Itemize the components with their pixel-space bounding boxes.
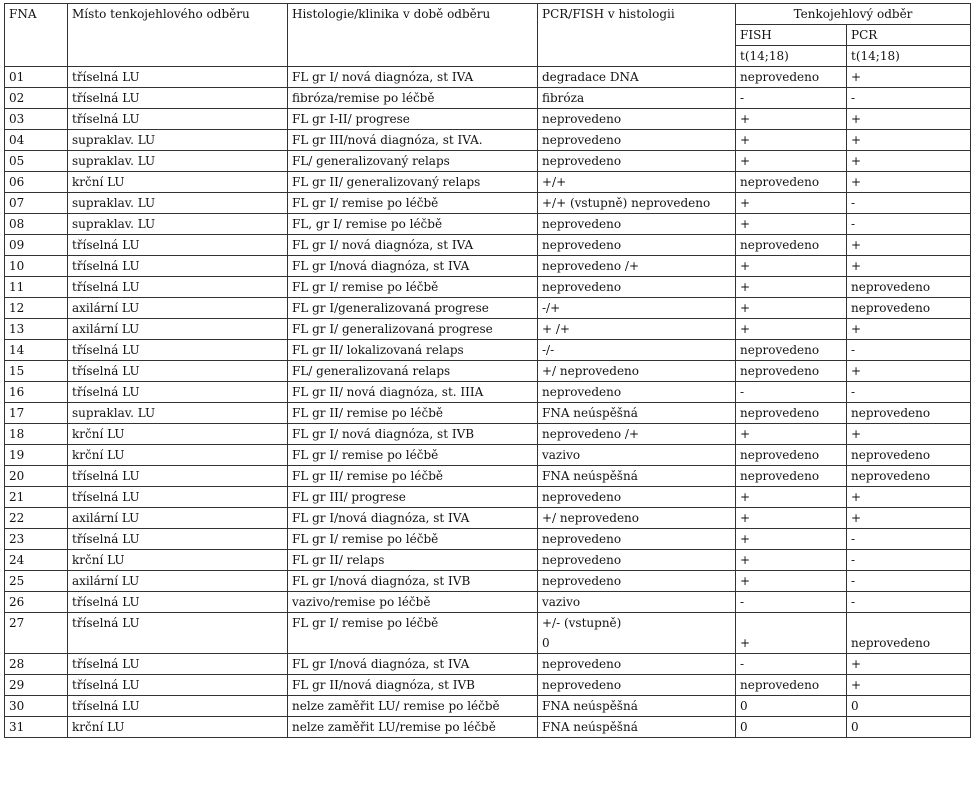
cell-fna: 15	[5, 361, 68, 382]
cell-histologie: vazivo/remise po léčbě	[288, 592, 538, 613]
cell-fna: 16	[5, 382, 68, 403]
cell-fish: neprovedeno	[736, 403, 847, 424]
cell-misto: tříselná LU	[68, 109, 288, 130]
cell-pcr: +	[847, 654, 971, 675]
cell-histologie: FL gr I-II/ progrese	[288, 109, 538, 130]
cell-fish: +	[736, 487, 847, 508]
cell-pcr-fish: FNA neúspěšná	[538, 696, 736, 717]
cell-fna: 04	[5, 130, 68, 151]
cell-fna: 10	[5, 256, 68, 277]
cell-fish: neprovedeno	[736, 466, 847, 487]
cell-histologie: FL gr I/ remise po léčbě	[288, 529, 538, 550]
cell-pcr-fish: neprovedeno	[538, 529, 736, 550]
cell-misto: tříselná LU	[68, 592, 288, 613]
cell-pcr: neprovedeno	[847, 613, 971, 654]
cell-fish: 0	[736, 696, 847, 717]
cell-pcr: -	[847, 382, 971, 403]
cell-histologie: FL gr II/ relaps	[288, 550, 538, 571]
cell-pcr-fish: +/ neprovedeno	[538, 361, 736, 382]
cell-pcr-fish: + /+	[538, 319, 736, 340]
cell-pcr-fish: neprovedeno	[538, 151, 736, 172]
cell-fna: 17	[5, 403, 68, 424]
cell-pcr: 0	[847, 696, 971, 717]
cell-pcr: +	[847, 256, 971, 277]
cell-fna: 19	[5, 445, 68, 466]
cell-fish: +	[736, 508, 847, 529]
cell-pcr-fish: neprovedeno	[538, 214, 736, 235]
cell-histologie: FL/ generalizovaný relaps	[288, 151, 538, 172]
cell-fna: 27	[5, 613, 68, 654]
cell-fna: 18	[5, 424, 68, 445]
cell-pcr-fish	[538, 613, 736, 654]
cell-pcr-fish-line: 0	[542, 636, 550, 650]
cell-pcr-fish: fibróza	[538, 88, 736, 109]
cell-fish: +	[736, 151, 847, 172]
cell-pcr: +	[847, 424, 971, 445]
cell-pcr: +	[847, 508, 971, 529]
cell-histologie: nelze zaměřit LU/ remise po léčbě	[288, 696, 538, 717]
table-row	[5, 717, 971, 738]
cell-pcr: neprovedeno	[847, 445, 971, 466]
cell-fish: -	[736, 654, 847, 675]
cell-fish: neprovedeno	[736, 675, 847, 696]
cell-misto: tříselná LU	[68, 613, 288, 654]
table-row	[5, 109, 971, 130]
cell-fna: 06	[5, 172, 68, 193]
table-row	[5, 151, 971, 172]
cell-histologie: FL gr I/ remise po léčbě	[288, 193, 538, 214]
table-row	[5, 592, 971, 613]
cell-pcr: -	[847, 592, 971, 613]
header-fish-translokace: t(14;18)	[736, 46, 847, 67]
cell-fish: +	[736, 613, 847, 654]
cell-pcr: 0	[847, 717, 971, 738]
cell-fna: 07	[5, 193, 68, 214]
cell-pcr: +	[847, 130, 971, 151]
cell-fna: 28	[5, 654, 68, 675]
table-row	[5, 67, 971, 88]
cell-histologie: FL gr I/ remise po léčbě	[288, 445, 538, 466]
cell-fish: +	[736, 214, 847, 235]
cell-histologie: FL/ generalizovaná relaps	[288, 361, 538, 382]
cell-pcr: +	[847, 319, 971, 340]
cell-pcr: -	[847, 571, 971, 592]
cell-pcr-fish: +/+ (vstupně) neprovedeno	[538, 193, 736, 214]
cell-fna: 12	[5, 298, 68, 319]
cell-fish: neprovedeno	[736, 67, 847, 88]
table-row	[5, 361, 971, 382]
table-row	[5, 214, 971, 235]
cell-misto: supraklav. LU	[68, 193, 288, 214]
header-fish: FISH	[736, 25, 847, 46]
cell-pcr-fish: FNA neúspěšná	[538, 403, 736, 424]
cell-pcr-fish: FNA neúspěšná	[538, 717, 736, 738]
cell-fish: +	[736, 130, 847, 151]
cell-histologie: FL gr II/ nová diagnóza, st. IIIA	[288, 382, 538, 403]
cell-misto: krční LU	[68, 445, 288, 466]
cell-histologie: FL gr I/nová diagnóza, st IVA	[288, 508, 538, 529]
table-row	[5, 571, 971, 592]
table-row	[5, 277, 971, 298]
cell-histologie: FL gr I/ nová diagnóza, st IVA	[288, 235, 538, 256]
cell-fna: 23	[5, 529, 68, 550]
cell-histologie: FL gr II/ generalizovaný relaps	[288, 172, 538, 193]
cell-pcr: +	[847, 361, 971, 382]
cell-pcr-fish: FNA neúspěšná	[538, 466, 736, 487]
cell-pcr: neprovedeno	[847, 466, 971, 487]
cell-fish: neprovedeno	[736, 340, 847, 361]
table-row	[5, 529, 971, 550]
cell-fish: neprovedeno	[736, 445, 847, 466]
table-row	[5, 319, 971, 340]
cell-pcr-fish: neprovedeno	[538, 550, 736, 571]
table-row	[5, 256, 971, 277]
cell-fna: 02	[5, 88, 68, 109]
table-row	[5, 340, 971, 361]
cell-histologie: FL gr I/ generalizovaná progrese	[288, 319, 538, 340]
cell-misto: tříselná LU	[68, 67, 288, 88]
header-histologie: Histologie/klinika v době odběru	[288, 4, 538, 67]
cell-histologie: FL gr I/nová diagnóza, st IVA	[288, 654, 538, 675]
cell-pcr-fish-line: +/- (vstupně)	[542, 616, 622, 630]
cell-pcr-fish: +/ neprovedeno	[538, 508, 736, 529]
table-row	[5, 466, 971, 487]
cell-fish: neprovedeno	[736, 235, 847, 256]
cell-histologie: FL gr I/ remise po léčbě	[288, 277, 538, 298]
table-body	[5, 67, 971, 738]
table-row	[5, 88, 971, 109]
cell-fna: 31	[5, 717, 68, 738]
header-pcr: PCR	[847, 25, 971, 46]
cell-fish: neprovedeno	[736, 361, 847, 382]
cell-fish: +	[736, 298, 847, 319]
cell-fish: +	[736, 529, 847, 550]
cell-histologie: FL gr I/ remise po léčbě	[288, 613, 538, 654]
cell-fish: +	[736, 424, 847, 445]
cell-misto: tříselná LU	[68, 256, 288, 277]
cell-fna: 25	[5, 571, 68, 592]
results-table	[4, 3, 971, 738]
table-row	[5, 172, 971, 193]
table-row	[5, 613, 971, 654]
cell-histologie: FL gr I/ nová diagnóza, st IVB	[288, 424, 538, 445]
cell-pcr: -	[847, 214, 971, 235]
cell-misto: krční LU	[68, 172, 288, 193]
table-row	[5, 382, 971, 403]
cell-pcr-fish: neprovedeno	[538, 109, 736, 130]
cell-histologie: FL gr I/nová diagnóza, st IVA	[288, 256, 538, 277]
cell-histologie: nelze zaměřit LU/remise po léčbě	[288, 717, 538, 738]
cell-histologie: FL gr I/ nová diagnóza, st IVA	[288, 67, 538, 88]
table-row	[5, 508, 971, 529]
cell-fna: 20	[5, 466, 68, 487]
cell-fish: +	[736, 571, 847, 592]
cell-pcr-fish: neprovedeno	[538, 277, 736, 298]
cell-misto: axilární LU	[68, 319, 288, 340]
cell-histologie: FL gr III/ progrese	[288, 487, 538, 508]
cell-fish: +	[736, 109, 847, 130]
table-row	[5, 675, 971, 696]
cell-fna: 05	[5, 151, 68, 172]
table-row	[5, 130, 971, 151]
cell-misto: axilární LU	[68, 298, 288, 319]
cell-pcr-fish: +/+	[538, 172, 736, 193]
cell-fna: 21	[5, 487, 68, 508]
cell-misto: tříselná LU	[68, 466, 288, 487]
cell-histologie: FL gr III/nová diagnóza, st IVA.	[288, 130, 538, 151]
cell-misto: krční LU	[68, 424, 288, 445]
header-row-1	[5, 4, 971, 25]
cell-misto: axilární LU	[68, 508, 288, 529]
cell-pcr-fish: neprovedeno	[538, 571, 736, 592]
table-row	[5, 487, 971, 508]
cell-fish: -	[736, 592, 847, 613]
cell-histologie: FL gr II/ remise po léčbě	[288, 403, 538, 424]
header-fna: FNA	[5, 4, 68, 67]
cell-fish: neprovedeno	[736, 172, 847, 193]
cell-pcr-fish: neprovedeno	[538, 675, 736, 696]
cell-misto: tříselná LU	[68, 361, 288, 382]
cell-fna: 24	[5, 550, 68, 571]
cell-misto: tříselná LU	[68, 696, 288, 717]
cell-misto: krční LU	[68, 717, 288, 738]
header-misto: Místo tenkojehlového odběru	[68, 4, 288, 67]
cell-pcr: -	[847, 193, 971, 214]
cell-pcr: +	[847, 487, 971, 508]
cell-pcr-fish: neprovedeno	[538, 235, 736, 256]
cell-fish: -	[736, 382, 847, 403]
cell-fna: 30	[5, 696, 68, 717]
cell-pcr: +	[847, 172, 971, 193]
cell-pcr: +	[847, 235, 971, 256]
cell-pcr: neprovedeno	[847, 298, 971, 319]
cell-histologie: fibróza/remise po léčbě	[288, 88, 538, 109]
cell-misto: supraklav. LU	[68, 151, 288, 172]
table-row	[5, 403, 971, 424]
cell-pcr-fish: degradace DNA	[538, 67, 736, 88]
cell-fish: +	[736, 550, 847, 571]
cell-fish: -	[736, 88, 847, 109]
header-tenkojehlovy-odber: Tenkojehlový odběr	[736, 4, 971, 25]
cell-pcr: +	[847, 675, 971, 696]
cell-pcr-fish: neprovedeno /+	[538, 424, 736, 445]
cell-fna: 01	[5, 67, 68, 88]
cell-pcr: +	[847, 109, 971, 130]
cell-misto: tříselná LU	[68, 529, 288, 550]
table-row	[5, 445, 971, 466]
cell-fna: 09	[5, 235, 68, 256]
cell-misto: supraklav. LU	[68, 214, 288, 235]
cell-fna: 14	[5, 340, 68, 361]
cell-fish: +	[736, 319, 847, 340]
cell-pcr-fish: neprovedeno /+	[538, 256, 736, 277]
header-pcr-translokace: t(14;18)	[847, 46, 971, 67]
cell-pcr: -	[847, 88, 971, 109]
cell-fna: 08	[5, 214, 68, 235]
cell-pcr-fish: neprovedeno	[538, 654, 736, 675]
cell-histologie: FL gr II/nová diagnóza, st IVB	[288, 675, 538, 696]
cell-misto: tříselná LU	[68, 235, 288, 256]
table-row	[5, 424, 971, 445]
cell-pcr-fish: -/+	[538, 298, 736, 319]
cell-pcr-fish: neprovedeno	[538, 487, 736, 508]
table-row	[5, 298, 971, 319]
cell-misto: tříselná LU	[68, 382, 288, 403]
cell-pcr-fish: vazivo	[538, 592, 736, 613]
cell-misto: tříselná LU	[68, 340, 288, 361]
cell-pcr: -	[847, 550, 971, 571]
table-row	[5, 193, 971, 214]
table-row	[5, 696, 971, 717]
cell-fish: 0	[736, 717, 847, 738]
cell-misto: tříselná LU	[68, 487, 288, 508]
cell-fna: 22	[5, 508, 68, 529]
cell-histologie: FL, gr I/ remise po léčbě	[288, 214, 538, 235]
cell-histologie: FL gr I/nová diagnóza, st IVB	[288, 571, 538, 592]
cell-misto: supraklav. LU	[68, 403, 288, 424]
table-row	[5, 654, 971, 675]
cell-pcr-fish: vazivo	[538, 445, 736, 466]
cell-pcr: neprovedeno	[847, 277, 971, 298]
cell-fish: +	[736, 193, 847, 214]
cell-pcr-fish: -/-	[538, 340, 736, 361]
cell-misto: tříselná LU	[68, 654, 288, 675]
cell-pcr: -	[847, 529, 971, 550]
cell-histologie: FL gr II/ remise po léčbě	[288, 466, 538, 487]
cell-pcr: neprovedeno	[847, 403, 971, 424]
cell-pcr: +	[847, 67, 971, 88]
cell-misto: tříselná LU	[68, 88, 288, 109]
cell-pcr-fish: neprovedeno	[538, 382, 736, 403]
cell-pcr: +	[847, 151, 971, 172]
table-row	[5, 550, 971, 571]
cell-misto: axilární LU	[68, 571, 288, 592]
cell-misto: supraklav. LU	[68, 130, 288, 151]
cell-fna: 26	[5, 592, 68, 613]
cell-fna: 13	[5, 319, 68, 340]
cell-misto: tříselná LU	[68, 277, 288, 298]
cell-fish: +	[736, 277, 847, 298]
cell-misto: krční LU	[68, 550, 288, 571]
cell-fna: 29	[5, 675, 68, 696]
cell-fna: 03	[5, 109, 68, 130]
cell-histologie: FL gr I/generalizovaná progrese	[288, 298, 538, 319]
cell-pcr-fish: neprovedeno	[538, 130, 736, 151]
table-row	[5, 235, 971, 256]
cell-pcr: -	[847, 340, 971, 361]
cell-fish: +	[736, 256, 847, 277]
cell-fna: 11	[5, 277, 68, 298]
cell-histologie: FL gr II/ lokalizovaná relaps	[288, 340, 538, 361]
cell-misto: tříselná LU	[68, 675, 288, 696]
header-pcr-fish-histologie: PCR/FISH v histologii	[538, 4, 736, 67]
